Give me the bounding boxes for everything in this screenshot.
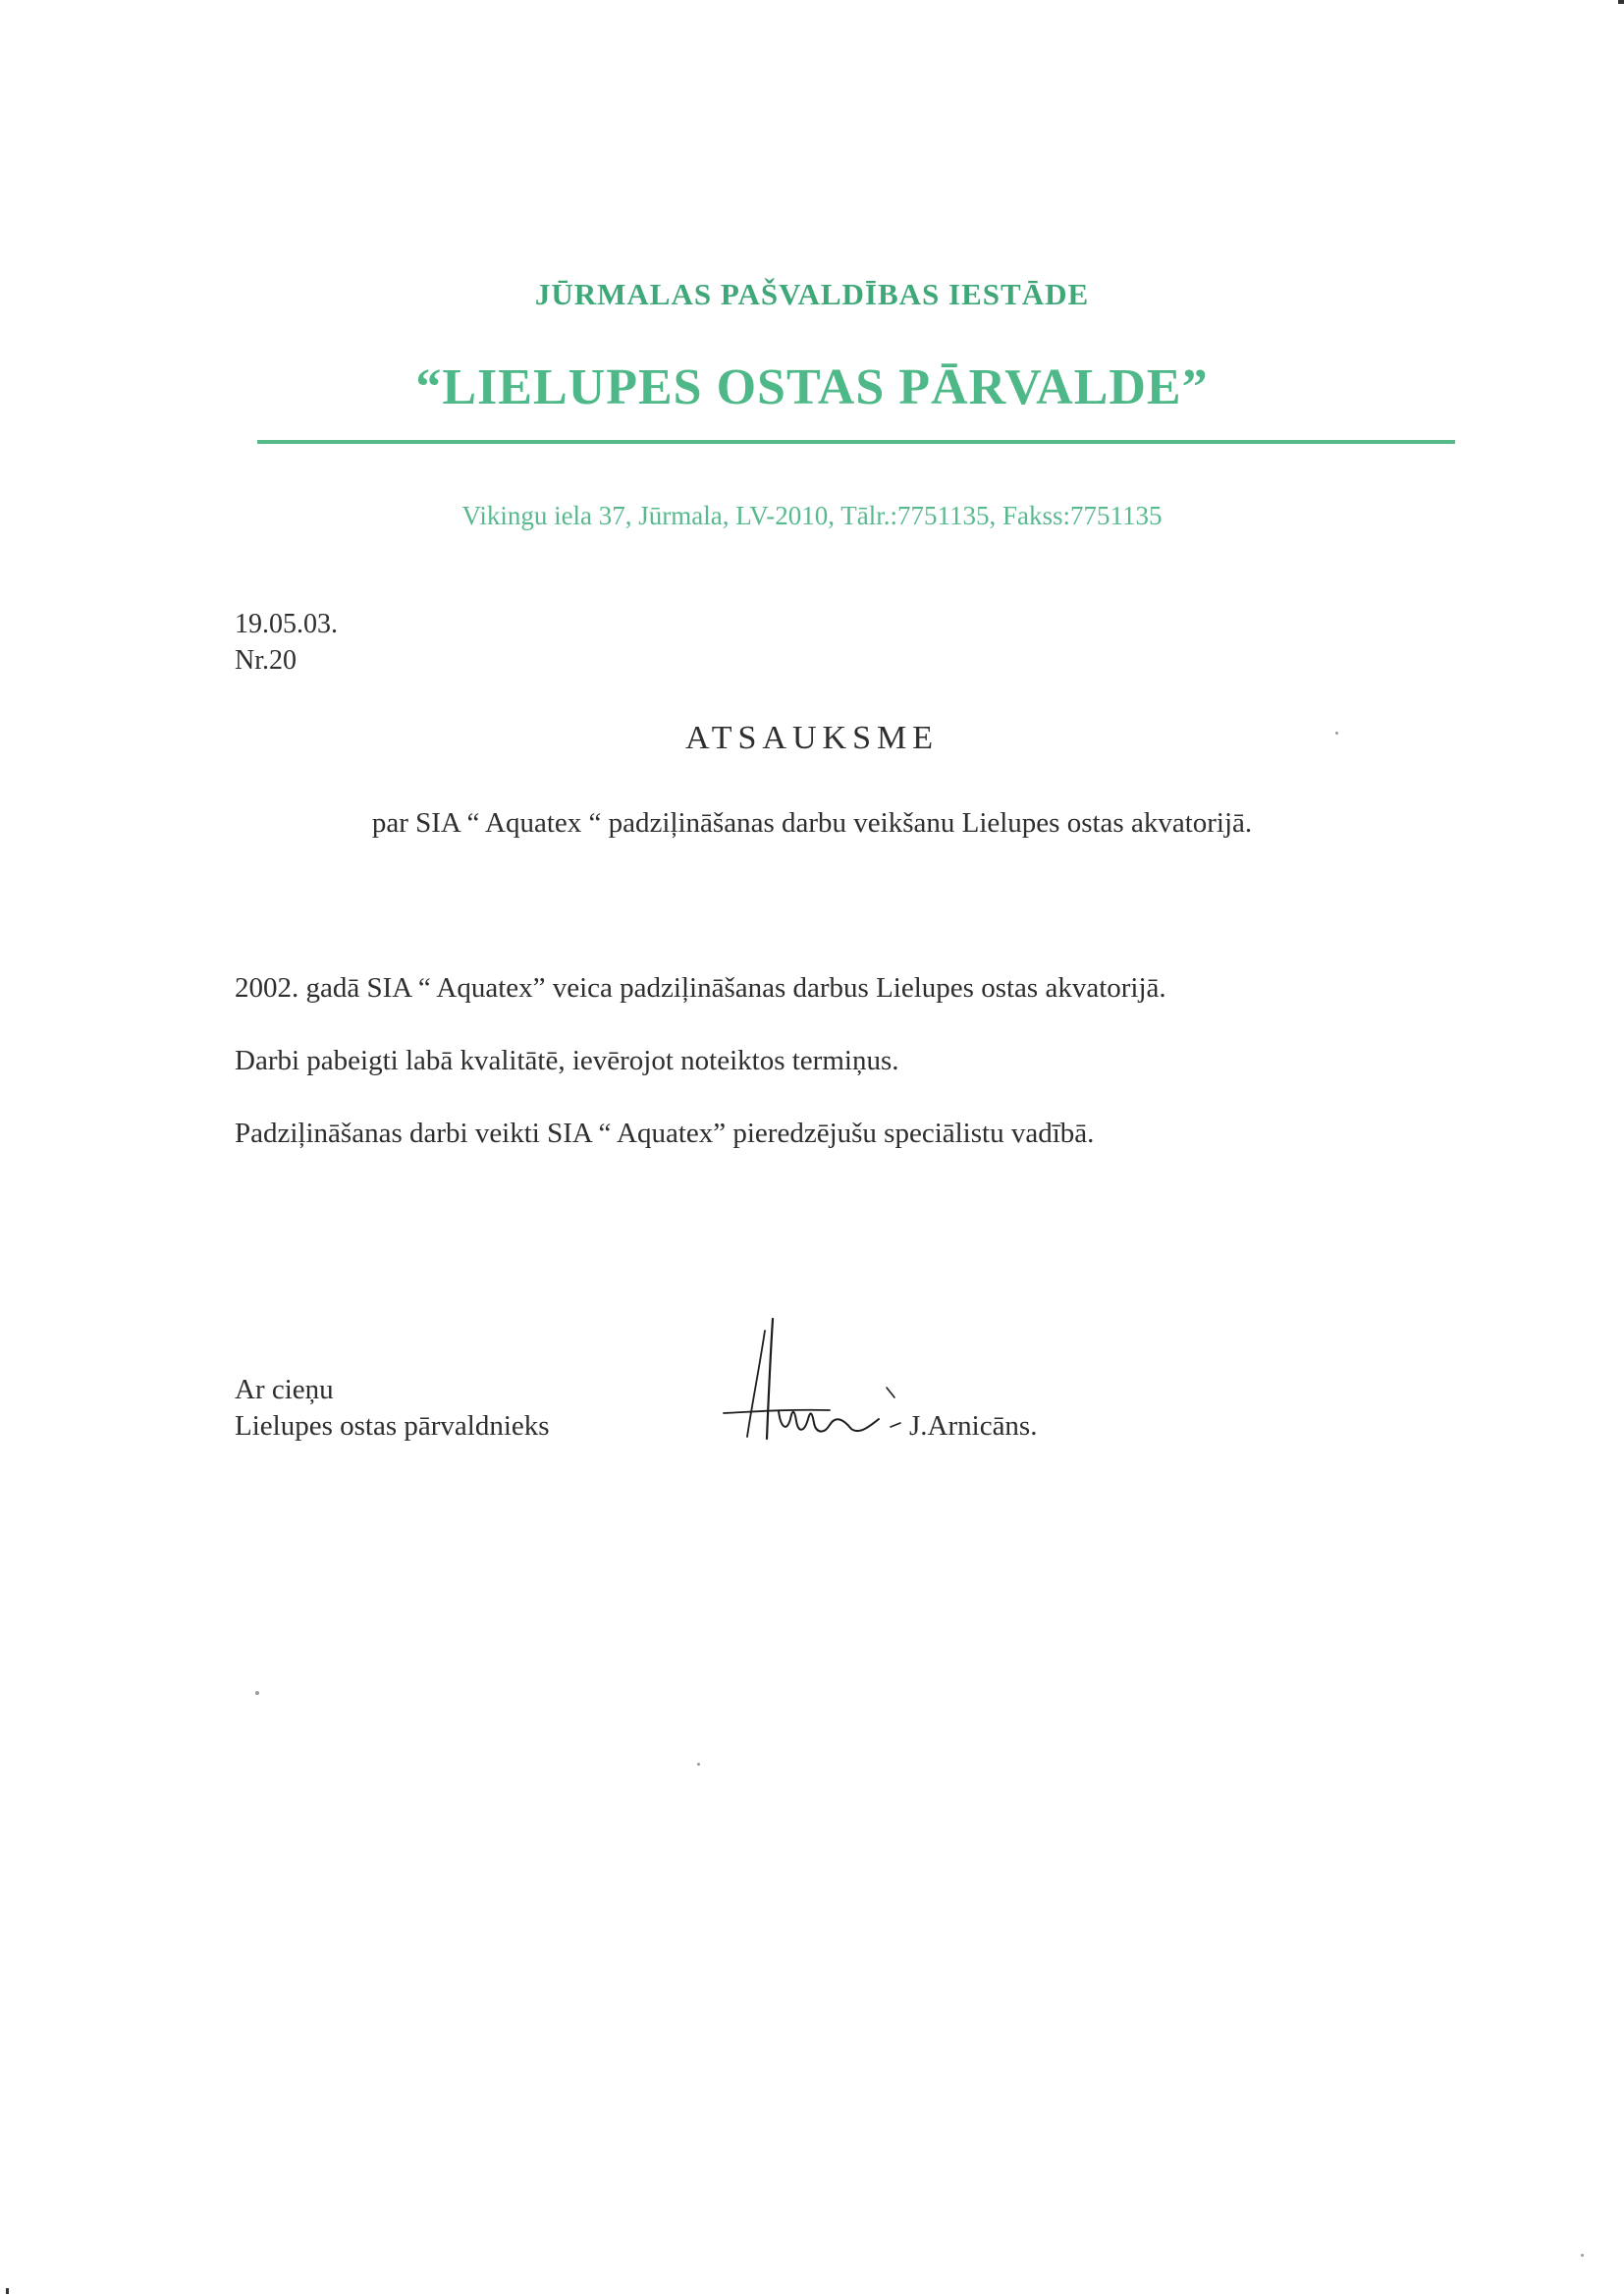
scan-speck [1618, 0, 1624, 4]
scan-speck [255, 1691, 259, 1695]
document-title: ATSAUKSME [684, 720, 940, 756]
letterhead-divider [257, 440, 1455, 444]
reference-number: Nr.20 [235, 645, 297, 676]
scan-speck [6, 2288, 9, 2294]
signer-name: J.Arnicāns. [909, 1410, 1038, 1442]
letterhead-name: “LIELUPES OSTAS PĀRVALDE” [415, 359, 1209, 415]
closing-greeting: Ar cieņu [235, 1374, 334, 1405]
letterhead-address: Vikingu iela 37, Jūrmala, LV-2010, Tālr.:7751135, Fakss:7751135 [461, 501, 1163, 530]
scan-speck [1581, 2254, 1584, 2257]
body-paragraph: 2002. gadā SIA “ Aquatex” veica padziļināšanas darbus Lielupes ostas akvatorijā. [235, 972, 1166, 1004]
scan-speck [1335, 732, 1338, 735]
reference-date: 19.05.03. [235, 609, 338, 639]
scan-speck [697, 1763, 700, 1766]
body-paragraph: Darbi pabeigti labā kvalitātē, ievērojot noteiktos termiņus. [235, 1045, 899, 1076]
handwritten-signature-icon [722, 1311, 918, 1449]
body-paragraph: Padziļināšanas darbi veikti SIA “ Aquatex” pieredzējušu speciālistu vadībā. [235, 1118, 1095, 1149]
letterhead-organization: JŪRMALAS PAŠVALDĪBAS IESTĀDE [534, 277, 1090, 311]
closing-position: Lielupes ostas pārvaldnieks [235, 1410, 550, 1442]
document-subject: par SIA “ Aquatex “ padziļināšanas darbu veikšanu Lielupes ostas akvatorijā. [371, 807, 1253, 839]
